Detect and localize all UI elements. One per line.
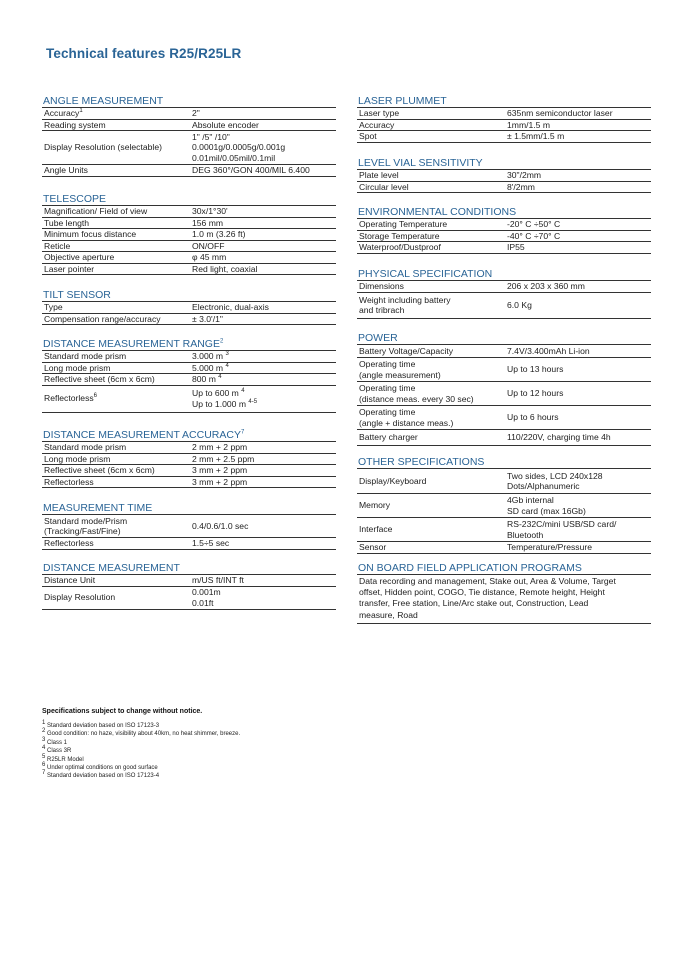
spec-row bbox=[357, 182, 651, 194]
distance-section bbox=[42, 562, 336, 610]
mtime-section bbox=[42, 502, 336, 550]
spec-row bbox=[42, 477, 336, 489]
spec-label: Standard mode prism bbox=[44, 351, 127, 361]
spec-row bbox=[42, 264, 336, 276]
spec-row bbox=[42, 302, 336, 314]
section-title: TELESCOPE bbox=[42, 193, 336, 206]
section-title: DISTANCE MEASUREMENT bbox=[42, 562, 336, 575]
spec-label: Operating Temperature bbox=[359, 219, 448, 229]
spec-value: φ 45 mm bbox=[192, 252, 227, 262]
spec-row bbox=[357, 518, 651, 542]
footnotes bbox=[42, 708, 442, 781]
spec-value: 30"/2mm bbox=[507, 170, 542, 180]
spec-label: Memory bbox=[359, 500, 391, 511]
spec-row bbox=[42, 587, 336, 610]
spec-label: Storage Temperature bbox=[359, 230, 440, 241]
spec-label: Laser type bbox=[359, 108, 400, 118]
spec-row bbox=[357, 108, 651, 120]
footnote: $^2$ Good condition: no haze, visibility about 40km, no heat shimmer, breeze. bbox=[42, 728, 241, 738]
spec-value: 1.0 m (3.26 ft) bbox=[192, 229, 246, 239]
spec-value: 2 mm + 2.5 ppm bbox=[192, 453, 255, 464]
section-title: TILT SENSOR bbox=[42, 289, 336, 302]
spec-label: Circular level bbox=[359, 181, 409, 192]
spec-label: Distance Unit bbox=[44, 575, 96, 585]
spec-row bbox=[42, 575, 336, 587]
footnote: $^5$ R25LR Model bbox=[42, 753, 84, 763]
spec-value: m/US ft/INT ft bbox=[192, 575, 244, 585]
spec-row bbox=[357, 542, 651, 554]
apps-description: Data recording and management, Stake out, Area & Volume, Target offset, Hidden point, COGO, Tie distance, Remote height, Height transfer, Free station, Line/Arc stake out, Construction, Lead measure, Road bbox=[357, 575, 651, 624]
spec-row bbox=[42, 442, 336, 454]
vial-section bbox=[357, 157, 651, 193]
spec-value: Temperature/Pressure bbox=[507, 542, 593, 552]
footnote: $^6$ Under optimal conditions on good surface bbox=[42, 762, 158, 772]
section-title: DISTANCE MEASUREMENT ACCURACY$^7$ bbox=[42, 429, 336, 442]
spec-value: DEG 360°/GON 400/MIL 6.400 bbox=[192, 165, 310, 175]
plummet-section bbox=[357, 95, 651, 143]
spec-value: 30x/1°30' bbox=[192, 206, 228, 216]
spec-label: Tube length bbox=[44, 217, 90, 228]
spec-value: ON/OFF bbox=[192, 240, 225, 251]
spec-label: Display/Keyboard bbox=[359, 475, 427, 486]
env-section bbox=[357, 206, 651, 254]
spec-row bbox=[42, 386, 336, 413]
spec-row bbox=[42, 218, 336, 230]
range-section bbox=[42, 338, 336, 413]
spec-label: Accuracy bbox=[359, 119, 395, 130]
spec-row bbox=[357, 242, 651, 254]
tilt-section bbox=[42, 289, 336, 325]
spec-row bbox=[357, 131, 651, 143]
spec-label: Long mode prism bbox=[44, 453, 111, 464]
spec-value: ± 3.0'/1" bbox=[192, 313, 223, 324]
spec-value: 110/220V, charging time 4h bbox=[507, 432, 611, 443]
spec-row bbox=[357, 469, 651, 494]
spec-row bbox=[42, 241, 336, 253]
spec-row bbox=[357, 120, 651, 132]
spec-value: Up to 12 hours bbox=[507, 388, 564, 399]
spec-label: Dimensions bbox=[359, 281, 404, 291]
footnote: $^7$ Standard deviation based on ISO 17123-4 bbox=[42, 770, 160, 780]
spec-label: Display Resolution bbox=[44, 592, 116, 603]
section-title: PHYSICAL SPECIFICATION bbox=[357, 268, 651, 281]
spec-label: Spot bbox=[359, 131, 377, 141]
spec-row bbox=[357, 170, 651, 182]
spec-value: 3.000 m $^3$ bbox=[192, 351, 229, 361]
spec-value: 3 mm + 2 ppm bbox=[192, 465, 248, 475]
angle-section bbox=[42, 95, 336, 177]
power-section bbox=[357, 332, 651, 446]
spec-label: Reticle bbox=[44, 240, 71, 251]
spec-row bbox=[42, 374, 336, 386]
section-title: OTHER SPECIFICATIONS bbox=[357, 456, 651, 469]
spec-value: Red light, coaxial bbox=[192, 263, 258, 274]
spec-label: Compensation range/accuracy bbox=[44, 313, 161, 324]
spec-row bbox=[42, 165, 336, 177]
spec-row bbox=[42, 363, 336, 375]
spec-value: 7.4V/3.400mAh Li-ion bbox=[507, 345, 590, 356]
spec-row bbox=[42, 465, 336, 477]
spec-row bbox=[42, 131, 336, 165]
spec-label: Reflectorless$^6$ bbox=[44, 393, 98, 404]
spec-value: 2" bbox=[192, 108, 200, 118]
footnote: $^3$ Class 1 bbox=[42, 736, 68, 746]
spec-row bbox=[357, 345, 651, 358]
spec-value: 1" /5" /10" 0.0001g/0.0005g/0.001g 0.01mil/0.05mil/0.1mil bbox=[192, 131, 286, 163]
spec-row bbox=[42, 120, 336, 132]
spec-label: Waterproof/Dustproof bbox=[359, 242, 441, 252]
spec-value: IP55 bbox=[507, 242, 525, 252]
spec-value: Two sides, LCD 240x128 Dots/Alphanumeric bbox=[507, 470, 603, 491]
accuracy-section bbox=[42, 429, 336, 488]
spec-value: ± 1.5mm/1.5 m bbox=[507, 131, 565, 141]
spec-label: Magnification/ Field of view bbox=[44, 206, 148, 216]
spec-row bbox=[42, 108, 336, 120]
section-title: ENVIRONMENTAL CONDITIONS bbox=[357, 206, 651, 219]
spec-row bbox=[42, 314, 336, 326]
spec-row bbox=[42, 206, 336, 218]
spec-label: Display Resolution (selectable) bbox=[44, 142, 162, 153]
section-title: MEASUREMENT TIME bbox=[42, 502, 336, 515]
spec-label: Long mode prism bbox=[44, 362, 111, 373]
apps-section bbox=[357, 562, 651, 624]
spec-row bbox=[42, 252, 336, 264]
spec-row bbox=[42, 351, 336, 363]
spec-value: Up to 6 hours bbox=[507, 412, 559, 423]
spec-row bbox=[357, 382, 651, 406]
section-title: ANGLE MEASUREMENT bbox=[42, 95, 336, 108]
spec-label: Laser pointer bbox=[44, 263, 95, 274]
spec-label: Reading system bbox=[44, 119, 106, 130]
spec-value: 3 mm + 2 ppm bbox=[192, 476, 248, 487]
spec-label: Standard mode/Prism (Tracking/Fast/Fine) bbox=[44, 515, 128, 536]
section-title: ON BOARD FIELD APPLICATION PROGRAMS bbox=[357, 562, 651, 575]
spec-value: 0.4/0.6/1.0 sec bbox=[192, 520, 249, 531]
spec-value: -20° C ÷50° C bbox=[507, 219, 561, 229]
spec-value: 1mm/1.5 m bbox=[507, 119, 550, 130]
spec-row bbox=[357, 281, 651, 293]
spec-label: Weight including battery and tribrach bbox=[359, 294, 451, 315]
spec-label: Plate level bbox=[359, 170, 399, 180]
spec-label: Minimum focus distance bbox=[44, 229, 137, 239]
section-title: POWER bbox=[357, 332, 651, 345]
spec-row bbox=[357, 293, 651, 319]
spec-label: Battery Voltage/Capacity bbox=[359, 345, 454, 356]
spec-label: Reflectorless bbox=[44, 538, 94, 548]
section-title: LEVEL VIAL SENSITIVITY bbox=[357, 157, 651, 170]
section-title: LASER PLUMMET bbox=[357, 95, 651, 108]
page-title: Technical features R25/R25LR bbox=[46, 46, 242, 61]
spec-label: Operating time (angle measurement) bbox=[359, 359, 441, 380]
spec-row bbox=[42, 454, 336, 466]
spec-label: Interface bbox=[359, 524, 393, 535]
spec-row bbox=[357, 430, 651, 446]
spec-label: Objective aperture bbox=[44, 252, 115, 262]
spec-row bbox=[42, 229, 336, 241]
spec-value: 0.001m 0.01ft bbox=[192, 587, 221, 608]
spec-value: 5.000 m $^4$ bbox=[192, 362, 229, 373]
spec-label: Reflective sheet (6cm x 6cm) bbox=[44, 465, 155, 475]
section-title: DISTANCE MEASUREMENT RANGE$^2$ bbox=[42, 338, 336, 351]
spec-label: Standard mode prism bbox=[44, 442, 127, 452]
phys-section bbox=[357, 268, 651, 319]
spec-row bbox=[357, 494, 651, 518]
spec-value: 1.5÷5 sec bbox=[192, 538, 230, 548]
spec-value: 156 mm bbox=[192, 217, 224, 228]
telescope-section bbox=[42, 193, 336, 275]
spec-label: Operating time (angle + distance meas.) bbox=[359, 407, 454, 428]
disclaimer: Specifications subject to change without notice. bbox=[42, 708, 203, 715]
spec-row bbox=[357, 219, 651, 231]
spec-value: 8'/2mm bbox=[507, 181, 535, 192]
spec-value: Up to 13 hours bbox=[507, 364, 564, 375]
spec-label: Type bbox=[44, 302, 63, 312]
spec-value: Electronic, dual-axis bbox=[192, 302, 269, 312]
spec-value: 6.0 Kg bbox=[507, 299, 532, 310]
footnote: $^1$ Standard deviation based on ISO 17123-3 bbox=[42, 720, 160, 729]
spec-value: 2 mm + 2 ppm bbox=[192, 442, 248, 452]
spec-value: RS-232C/mini USB/SD card/ Bluetooth bbox=[507, 519, 617, 540]
spec-value: 4Gb internal SD card (max 16Gb) bbox=[507, 495, 586, 516]
spec-row bbox=[357, 406, 651, 430]
spec-label: Reflective sheet (6cm x 6cm) bbox=[44, 374, 155, 384]
spec-value: 635nm semiconductor laser bbox=[507, 108, 613, 118]
spec-row bbox=[357, 231, 651, 243]
spec-value: 206 x 203 x 360 mm bbox=[507, 281, 585, 291]
spec-value: 800 m $^4$ bbox=[192, 374, 222, 384]
spec-label: Reflectorless bbox=[44, 476, 94, 487]
spec-value: Up to 600 m $^4$ Up to 1.000 m $^{4-5}$ bbox=[192, 388, 258, 409]
spec-label: Accuracy$^1$ bbox=[44, 108, 83, 118]
other-section bbox=[357, 456, 651, 554]
spec-row bbox=[42, 538, 336, 550]
spec-label: Operating time (distance meas. every 30 sec) bbox=[359, 383, 474, 404]
spec-label: Battery charger bbox=[359, 432, 418, 443]
spec-label: Angle Units bbox=[44, 165, 88, 175]
spec-value: -40° C ÷70° C bbox=[507, 230, 561, 241]
spec-row bbox=[42, 515, 336, 538]
footnote: $^4$ Class 3R bbox=[42, 745, 72, 755]
spec-label: Sensor bbox=[359, 542, 387, 552]
spec-value: Absolute encoder bbox=[192, 119, 259, 130]
spec-row bbox=[357, 358, 651, 382]
